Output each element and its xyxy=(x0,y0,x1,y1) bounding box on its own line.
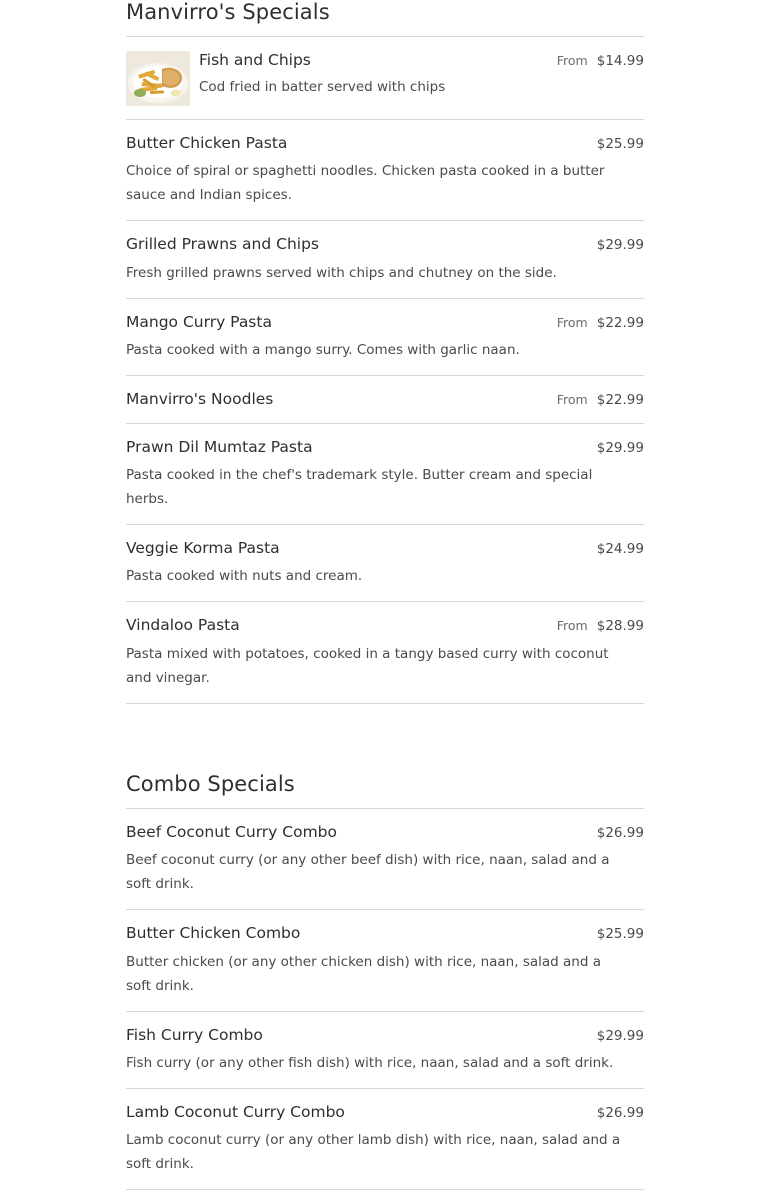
menu-item-description: Pasta cooked with a mango surry. Comes with garlic naan. xyxy=(126,342,520,359)
menu-item-price-group xyxy=(588,1101,644,1121)
menu-item[interactable] xyxy=(126,525,644,602)
menu-item-price-group xyxy=(588,922,644,942)
menu-item-price-group xyxy=(588,821,644,841)
menu-item-price: $29.99 xyxy=(596,237,644,254)
menu-item-description: Pasta cooked in the chef's trademark style. Butter cream and special herbs. xyxy=(126,466,593,507)
menu-item[interactable] xyxy=(126,376,644,423)
menu-item-price-group xyxy=(557,614,644,634)
menu-item-header xyxy=(199,49,644,70)
menu-item[interactable] xyxy=(126,1089,644,1190)
menu-item-header xyxy=(126,821,644,842)
menu-item-name: Lamb Coconut Curry Combo xyxy=(126,1102,345,1121)
menu-item-price: $29.99 xyxy=(596,439,644,456)
price-from-label: From xyxy=(556,314,588,330)
menu-item-header xyxy=(126,1101,644,1122)
menu-item-description: Lamb coconut curry (or any other lamb dish) with rice, naan, salad and a soft drink. xyxy=(126,1132,621,1173)
menu-item[interactable] xyxy=(126,120,644,221)
menu-item-price: $14.99 xyxy=(596,53,644,69)
menu-item-price: $26.99 xyxy=(596,824,644,841)
menu-item[interactable] xyxy=(126,1012,644,1089)
menu-item-row xyxy=(126,49,644,106)
section-header xyxy=(126,772,644,809)
menu-item-header xyxy=(126,537,644,558)
menu-item-description: Fresh grilled prawns served with chips and chutney on the side. xyxy=(126,264,557,281)
menu-item-price: $24.99 xyxy=(596,540,644,557)
menu-section-combos xyxy=(0,772,770,1190)
menu-item-price-group xyxy=(557,49,644,69)
price-from-label: From xyxy=(556,53,588,68)
menu-item-description: Pasta cooked with nuts and cream. xyxy=(126,568,363,585)
menu-item-header xyxy=(126,388,644,409)
menu-item-price: $22.99 xyxy=(596,314,644,331)
menu-item[interactable] xyxy=(126,299,644,376)
menu-item-name: Manvirro's Noodles xyxy=(126,390,274,409)
menu-item-header xyxy=(126,436,644,457)
menu-item-name: Vindaloo Pasta xyxy=(126,616,240,635)
menu-item-price-group xyxy=(588,132,644,152)
menu-item-list xyxy=(126,809,644,1190)
menu-item-header xyxy=(126,614,644,635)
menu-item-name: Prawn Dil Mumtaz Pasta xyxy=(126,437,313,456)
menu-item-price: $25.99 xyxy=(596,926,644,943)
menu-item-price-group xyxy=(588,436,644,456)
menu-item-name: Veggie Korma Pasta xyxy=(126,538,280,557)
menu-item-name: Butter Chicken Combo xyxy=(126,924,301,943)
menu-item-name: Beef Coconut Curry Combo xyxy=(126,822,337,841)
menu-item[interactable] xyxy=(126,809,644,910)
menu-item-description: Choice of spiral or spaghetti noodles. Chicken pasta cooked in a butter sauce and Indian spices. xyxy=(126,163,605,204)
price-from-label: From xyxy=(556,618,588,634)
menu-item-price: $22.99 xyxy=(596,392,644,409)
section-title: Combo Specials xyxy=(126,771,295,796)
menu-item-header xyxy=(126,233,644,254)
menu-item-header xyxy=(126,1024,644,1045)
menu-item[interactable] xyxy=(126,37,644,120)
menu-item-price: $29.99 xyxy=(596,1027,644,1044)
menu-item-description: Fish curry (or any other fish dish) with rice, naan, salad and a soft drink. xyxy=(126,1054,614,1071)
menu-item[interactable] xyxy=(126,424,644,525)
price-from-label: From xyxy=(556,392,588,408)
menu-item-price-group xyxy=(588,233,644,253)
fish-and-chips-photo xyxy=(126,51,190,106)
section-spacer xyxy=(0,704,770,772)
menu-item-price-group xyxy=(557,388,644,408)
menu-item-description: Butter chicken (or any other chicken dish) with rice, naan, salad and a soft drink. xyxy=(126,953,601,994)
menu-item-price: $26.99 xyxy=(596,1104,644,1121)
menu-item-price: $28.99 xyxy=(596,618,644,635)
menu-item-header xyxy=(126,132,644,153)
menu-item-price: $25.99 xyxy=(596,136,644,152)
menu-item-name: Fish Curry Combo xyxy=(126,1025,263,1044)
menu-item-description: Pasta mixed with potatoes, cooked in a tangy based curry with coconut and vinegar. xyxy=(126,645,609,686)
menu-item-name: Mango Curry Pasta xyxy=(126,312,272,331)
menu-item-name: Butter Chicken Pasta xyxy=(126,134,288,152)
menu-item-list xyxy=(126,37,644,704)
menu-item-price-group xyxy=(588,537,644,557)
menu-item-price-group xyxy=(588,1024,644,1044)
menu-item[interactable] xyxy=(126,910,644,1011)
menu-item-main xyxy=(199,49,644,99)
menu-item[interactable] xyxy=(126,602,644,703)
menu-item-header xyxy=(126,311,644,332)
menu-item[interactable] xyxy=(126,221,644,298)
menu-item-header xyxy=(126,922,644,943)
section-title: Manvirro's Specials xyxy=(126,0,330,24)
menu-item-description: Cod fried in batter served with chips xyxy=(199,79,446,96)
menu-item-description: Beef coconut curry (or any other beef dish) with rice, naan, salad and a soft drink. xyxy=(126,852,610,893)
menu-item-name: Fish and Chips xyxy=(199,51,311,69)
menu-item-name: Grilled Prawns and Chips xyxy=(126,235,320,254)
menu-item-price-group xyxy=(557,311,644,331)
section-header xyxy=(126,0,644,37)
